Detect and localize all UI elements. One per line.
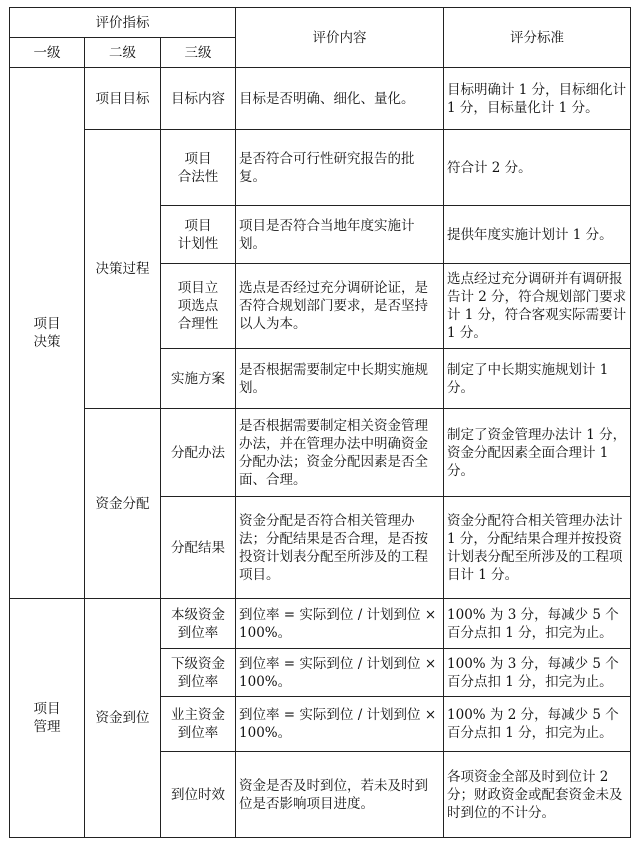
content-cell: 到位率 = 实际到位 / 计划到位 ×100%。 — [236, 599, 444, 649]
header-indicators: 评价指标 — [10, 8, 236, 38]
level3-cell: 目标内容 — [161, 68, 236, 130]
content-cell: 目标是否明确、细化、量化。 — [236, 68, 444, 130]
content-cell: 资金分配是否符合相关管理办法；分配结果是否合理，是否按投资计划表分配至所涉及的工程项目。 — [236, 497, 444, 599]
table-row — [10, 599, 631, 649]
content-cell: 是否根据需要制定中长期实施规划。 — [236, 349, 444, 409]
content-cell: 是否符合可行性研究报告的批复。 — [236, 130, 444, 206]
content-cell: 到位率 = 实际到位 / 计划到位 ×100%。 — [236, 697, 444, 752]
group-level1-management: 项目 管理 — [10, 599, 85, 838]
group-level2-target: 项目目标 — [85, 68, 161, 130]
content-cell: 项目是否符合当地年度实施计划。 — [236, 206, 444, 264]
level3-cell: 项目立 项选点 合理性 — [161, 264, 236, 349]
level3-cell: 业主资金 到位率 — [161, 697, 236, 752]
standard-cell: 目标明确计 1 分，目标细化计 1 分，目标量化计 1 分。 — [444, 68, 631, 130]
standard-cell: 各项资金全部及时到位计 2 分；财政资金或配套资金未及时到位的不计分。 — [444, 752, 631, 838]
content-cell: 是否根据需要制定相关资金管理办法，并在管理办法中明确资金分配办法；资金分配因素是否全面、合理。 — [236, 409, 444, 497]
group-level2-process: 决策过程 — [85, 130, 161, 409]
standard-cell: 提供年度实施计划计 1 分。 — [444, 206, 631, 264]
header-level1: 一级 — [10, 38, 85, 68]
group-level1-decision: 项目 决策 — [10, 68, 85, 599]
standard-cell: 资金分配符合相关管理办法计 1 分，分配结果合理并按投资计划表分配至所涉及的工程项目计 1 分。 — [444, 497, 631, 599]
table-row — [10, 68, 631, 130]
standard-cell: 制定了中长期实施规划计 1 分。 — [444, 349, 631, 409]
standard-cell: 100% 为 3 分，每减少 5 个百分点扣 1 分，扣完为止。 — [444, 649, 631, 697]
level3-cell: 项目 计划性 — [161, 206, 236, 264]
standard-cell: 选点经过充分调研并有调研报告计 2 分，符合规划部门要求计 1 分，符合客观实际需要计 1 分。 — [444, 264, 631, 349]
level3-cell: 到位时效 — [161, 752, 236, 838]
level3-cell: 分配办法 — [161, 409, 236, 497]
standard-cell: 制定了资金管理办法计 1 分，资金分配因素全面合理计 1 分。 — [444, 409, 631, 497]
level3-cell: 分配结果 — [161, 497, 236, 599]
header-row-top — [10, 8, 631, 38]
content-cell: 到位率 = 实际到位 / 计划到位 ×100%。 — [236, 649, 444, 697]
standard-cell: 符合计 2 分。 — [444, 130, 631, 206]
level3-cell: 下级资金 到位率 — [161, 649, 236, 697]
header-level3: 三级 — [161, 38, 236, 68]
table-row — [10, 130, 631, 206]
group-level2-fund-arrival: 资金到位 — [85, 599, 161, 838]
standard-cell: 100% 为 3 分，每减少 5 个百分点扣 1 分，扣完为止。 — [444, 599, 631, 649]
evaluation-table-wrapper — [9, 7, 631, 838]
header-level2: 二级 — [85, 38, 161, 68]
header-standard: 评分标准 — [444, 8, 631, 68]
content-cell: 资金是否及时到位，若未及时到位是否影响项目进度。 — [236, 752, 444, 838]
table-row — [10, 409, 631, 497]
level3-cell: 实施方案 — [161, 349, 236, 409]
header-content: 评价内容 — [236, 8, 444, 68]
group-level2-fund-alloc: 资金分配 — [85, 409, 161, 599]
content-cell: 选点是否经过充分调研论证，是否符合规划部门要求，是否坚持以人为本。 — [236, 264, 444, 349]
evaluation-table — [9, 7, 631, 838]
standard-cell: 100% 为 2 分，每减少 5 个百分点扣 1 分，扣完为止。 — [444, 697, 631, 752]
level3-cell: 本级资金 到位率 — [161, 599, 236, 649]
level3-cell: 项目 合法性 — [161, 130, 236, 206]
